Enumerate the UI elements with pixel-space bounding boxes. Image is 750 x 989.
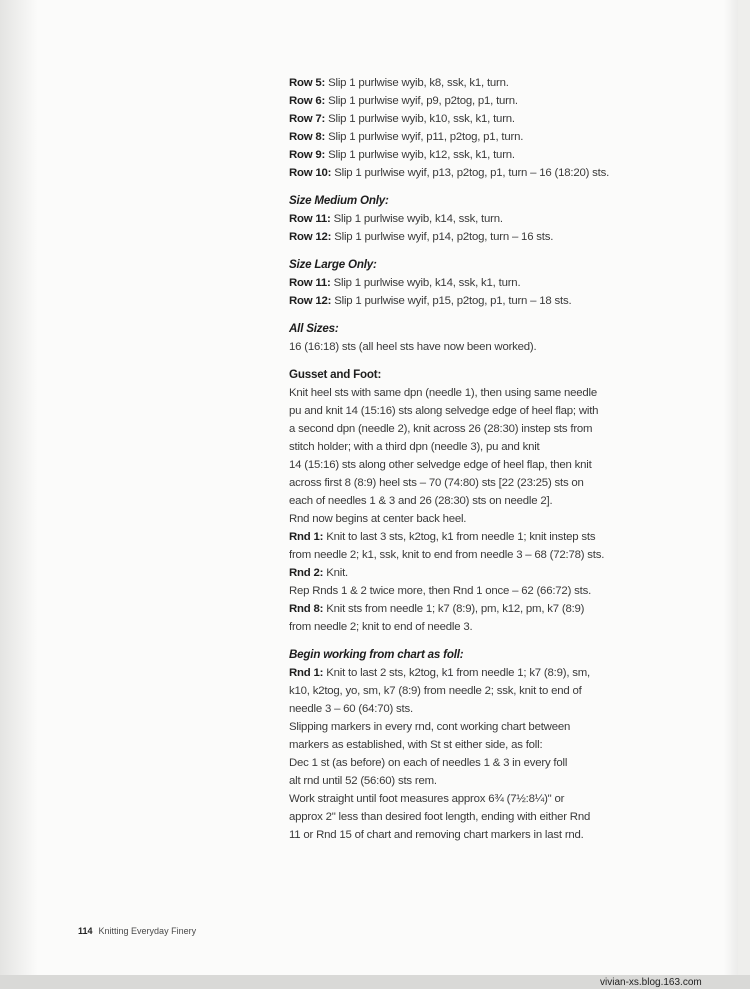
paragraph-line: Rep Rnds 1 & 2 twice more, then Rnd 1 once – 62 (66:72) sts. [289, 585, 592, 597]
paragraph-line: Rnd now begins at center back heel. [289, 513, 467, 525]
paragraph-line: 14 (15:16) sts along other selvedge edge of heel flap, then knit [289, 459, 592, 471]
all-sizes-text: 16 (16:18) sts (all heel sts have now been worked). [289, 341, 537, 353]
heel-rows [289, 74, 649, 182]
row-line: Rnd 1: Knit to last 2 sts, k2tog, k1 from needle 1; k7 (8:9), sm, [289, 667, 591, 679]
paragraph-line: each of needles 1 & 3 and 26 (28:30) sts on needle 2]. [289, 495, 553, 507]
row-line: Rnd 2: Knit. [289, 567, 349, 579]
row-line: Row 12: Slip 1 purlwise wyif, p15, p2tog, p1, turn – 18 sts. [289, 295, 572, 307]
row-line: Rnd 8: Knit sts from needle 1; k7 (8:9), pm, k12, pm, k7 (8:9) [289, 603, 585, 615]
row-line: Row 5: Slip 1 purlwise wyib, k8, ssk, k1, turn. [289, 77, 509, 89]
paragraph-line: stitch holder; with a third dpn (needle 3), pu and knit [289, 441, 540, 453]
page-gutter-shadow [0, 0, 38, 975]
all-sizes-heading: All Sizes: [289, 322, 339, 335]
row-line: Row 11: Slip 1 purlwise wyib, k14, ssk, turn. [289, 213, 503, 225]
paragraph-line: Dec 1 st (as before) on each of needles 1 & 3 in every foll [289, 757, 568, 769]
row-line: Rnd 1: Knit to last 3 sts, k2tog, k1 from needle 1; knit instep sts [289, 531, 596, 543]
paragraph-line: from needle 2; knit to end of needle 3. [289, 621, 473, 633]
paragraph-line: needle 3 – 60 (64:70) sts. [289, 703, 413, 715]
row-line: Row 7: Slip 1 purlwise wyib, k10, ssk, k1, turn. [289, 113, 515, 125]
page-edge-shadow [724, 0, 738, 975]
paragraph-line: pu and knit 14 (15:16) sts along selvedge edge of heel flap; with [289, 405, 599, 417]
paragraph-line: markers as established, with St st either side, as foll: [289, 739, 543, 751]
row-line: Row 9: Slip 1 purlwise wyib, k12, ssk, k1, turn. [289, 149, 515, 161]
paragraph-line: k10, k2tog, yo, sm, k7 (8:9) from needle 2; ssk, knit to end of [289, 685, 582, 697]
row-line: Row 10: Slip 1 purlwise wyif, p13, p2tog, p1, turn – 16 (18:20) sts. [289, 167, 610, 179]
paragraph-line: 11 or Rnd 15 of chart and removing chart markers in last rnd. [289, 829, 584, 841]
paragraph-line: a second dpn (needle 2), knit across 26 (28:30) instep sts from [289, 423, 593, 435]
paragraph-line: across first 8 (8:9) heel sts – 70 (74:80) sts [22 (23:25) sts on [289, 477, 584, 489]
page-number: 114 [78, 926, 93, 936]
page-footer [78, 926, 196, 936]
chart-heading: Begin working from chart as foll: [289, 648, 464, 661]
size-medium-heading: Size Medium Only: [289, 194, 389, 207]
gusset-heading: Gusset and Foot: [289, 368, 382, 381]
paragraph-line: Slipping markers in every rnd, cont working chart between [289, 721, 571, 733]
row-line: Row 6: Slip 1 purlwise wyif, p9, p2tog, p1, turn. [289, 95, 518, 107]
row-line: Row 12: Slip 1 purlwise wyif, p14, p2tog, turn – 16 sts. [289, 231, 554, 243]
size-large-heading: Size Large Only: [289, 258, 377, 271]
book-title: Knitting Everyday Finery [98, 926, 197, 936]
row-line: Row 8: Slip 1 purlwise wyif, p11, p2tog, p1, turn. [289, 131, 524, 143]
paragraph-line: Work straight until foot measures approx 6¾ (7½:8¼)" or [289, 793, 565, 805]
watermark-text: vivian-xs.blog.163.com [600, 977, 702, 988]
paragraph-line: from needle 2; k1, ssk, knit to end from needle 3 – 68 (72:78) sts. [289, 549, 605, 561]
paragraph-line: alt rnd until 52 (56:60) sts rem. [289, 775, 437, 787]
paragraph-line: approx 2" less than desired foot length, ending with either Rnd [289, 811, 591, 823]
paragraph-line: Knit heel sts with same dpn (needle 1), then using same needle [289, 387, 597, 399]
pattern-text-column [289, 74, 649, 844]
row-line: Row 11: Slip 1 purlwise wyib, k14, ssk, k1, turn. [289, 277, 521, 289]
